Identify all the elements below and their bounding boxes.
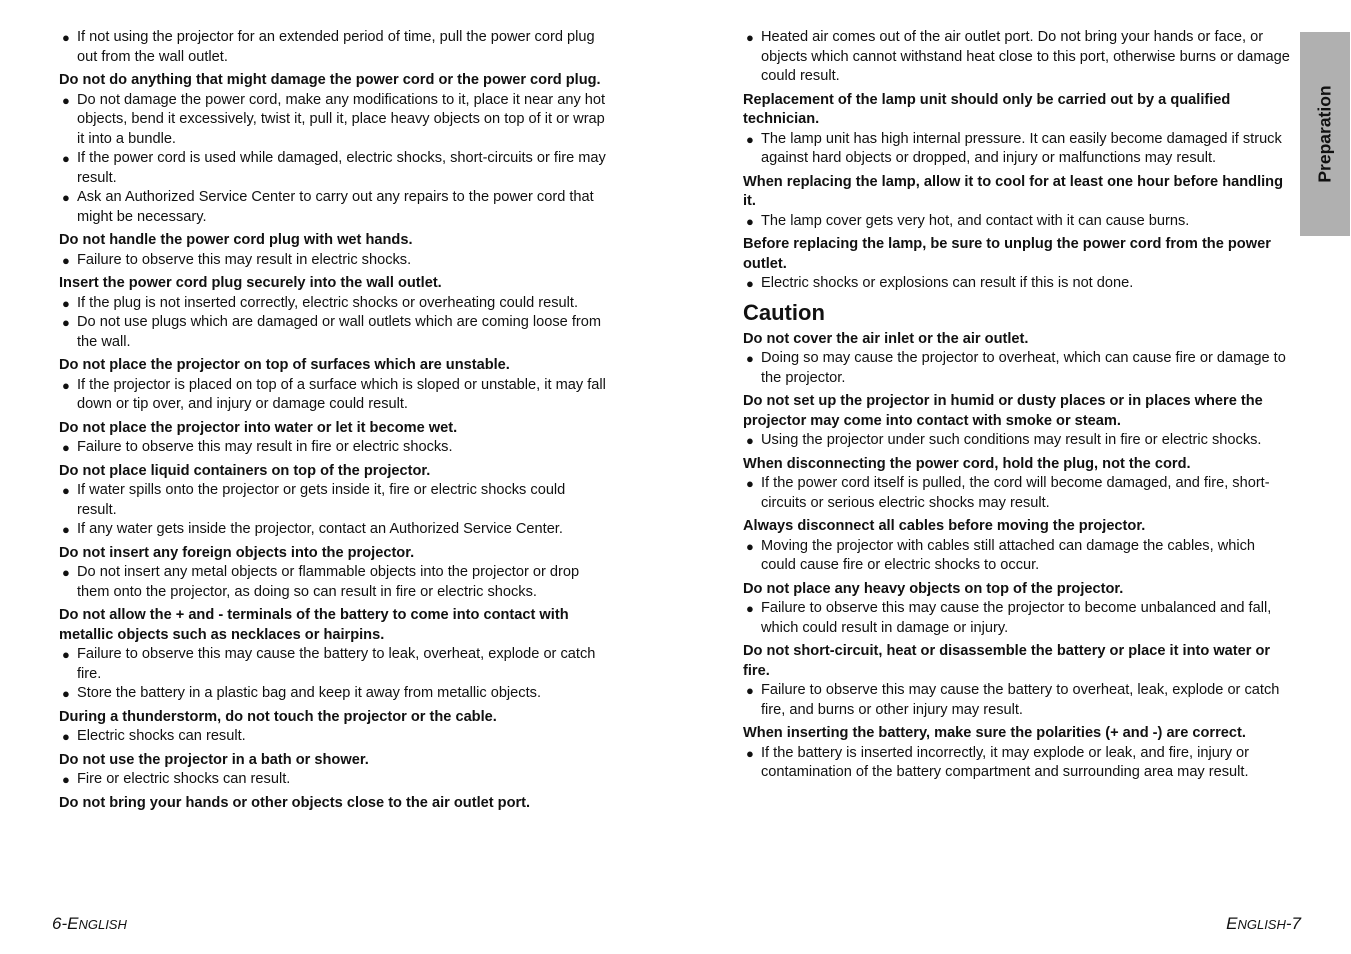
bullet-text: Doing so may cause the projector to overheat, which can cause fire or damage to the projector. [761,350,1286,386]
warning-heading: Do not place liquid containers on top of the projector. [59,462,431,479]
section-tab-label: Preparation [1314,85,1335,183]
bullet-item [59,376,609,415]
section-tab [1300,32,1350,236]
footer-language-rest: NGLISH [78,917,127,932]
warning-heading: Before replacing the lamp, be sure to unplug the power cord from the power outlet. [743,236,1271,272]
bullet-dot-icon: ● [746,601,754,616]
bullet-item [59,684,609,704]
page-number-right [1226,914,1301,934]
bullet-dot-icon: ● [62,295,70,311]
bullet-text: Fire or electric shocks can result. [77,771,291,787]
bullet-text: If the battery is inserted incorrectly, it may explode or leak, and fire, injury or contamination of the battery compartment and surrounding area may result. [761,744,1250,780]
bullet-dot-icon: ● [62,483,70,498]
bullet-item [59,188,609,227]
bullet-text: Moving the projector with cables still attached can damage the cables, which could cause fire or electric shocks to occur. [761,537,1256,573]
bullet-dot-icon: ● [62,92,70,108]
warning-heading: Do not do anything that might damage the power cord or the power cord plug. [59,72,601,88]
warning-heading: Do not allow the + and - terminals of the battery to come into contact with metallic objects such as necklaces or hairpins. [59,607,569,643]
page-number-left [52,914,127,934]
warning-heading: Do not use the projector in a bath or shower. [59,751,369,768]
bullet-dot-icon: ● [62,647,70,662]
bullet-text: The lamp cover gets very hot, and contact with it can cause burns. [761,212,1190,229]
bullet-text: If the power cord is used while damaged, electric shocks, short-circuits or fire may result. [77,150,606,186]
bullet-item [59,91,609,150]
bullet-text: If water spills onto the projector or gets inside it, fire or electric shocks could result. [77,482,566,518]
bullet-dot-icon: ● [62,729,70,744]
bullet-text: If any water gets inside the projector, contact an Authorized Service Center. [77,521,563,537]
warning-heading: When inserting the battery, make sure the polarities (+ and -) are correct. [743,725,1246,741]
bullet-item [59,645,609,684]
bullet-dot-icon: ● [62,565,70,580]
bullet-item [743,599,1293,638]
warning-heading: Do not place any heavy objects on top of the projector. [743,580,1124,597]
bullet-item [743,212,1293,232]
bullet-item [59,770,609,790]
bullet-dot-icon: ● [62,686,70,701]
bullet-text: Do not use plugs which are damaged or wall outlets which are coming loose from the wall. [77,314,602,350]
bullet-text: Heated air comes out of the air outlet port. Do not bring your hands or face, or objects which cannot withstand heat close to this port, otherwise burns or damage could result. [761,29,1290,84]
bullet-dot-icon: ● [746,30,754,45]
right-column [743,28,1293,783]
bullet-text: Failure to observe this may result in fire or electric shocks. [77,439,453,455]
bullet-item [743,537,1293,576]
warning-heading: Replacement of the lamp unit should only be carried out by a qualified technician. [743,91,1231,127]
page-number: 6- [52,914,68,933]
bullet-dot-icon: ● [746,131,754,147]
bullet-dot-icon: ● [746,745,754,761]
bullet-item [59,481,609,520]
bullet-item [59,251,609,271]
bullet-item [743,28,1293,87]
bullet-item [59,520,609,540]
bullet-item [59,313,609,352]
bullet-dot-icon: ● [62,440,70,455]
bullet-text: If the power cord itself is pulled, the cord will become damaged, and fire, short-circuits or serious electric shocks may result. [761,475,1270,511]
bullet-dot-icon: ● [62,522,70,537]
warning-heading: Do not insert any foreign objects into the projector. [59,544,415,561]
bullet-text: Using the projector under such conditions may result in fire or electric shocks. [761,432,1262,448]
bullet-text: Do not insert any metal objects or flammable objects into the projector or drop them onto the projector, as doing so can result in fire or electric shocks. [77,564,580,600]
bullet-dot-icon: ● [62,252,70,268]
bullet-text: Store the battery in a plastic bag and keep it away from metallic objects. [77,685,541,701]
bullet-dot-icon: ● [746,538,754,554]
bullet-text: Failure to observe this may cause the battery to leak, overheat, explode or catch fire. [77,646,596,682]
bullet-text: If the projector is placed on top of a surface which is sloped or unstable, it may fall down or tip over, and injury or damage could result. [77,376,606,412]
bullet-dot-icon: ● [746,276,754,291]
bullet-text: If the plug is not inserted correctly, electric shocks or overheating could result. [77,294,579,311]
warning-heading: Do not cover the air inlet or the air outlet. [743,330,1029,347]
section-title: Caution [743,299,825,325]
bullet-dot-icon: ● [62,772,70,787]
bullet-dot-icon: ● [746,213,754,229]
bullet-item [59,438,609,458]
bullet-dot-icon: ● [746,683,754,698]
warning-heading: Do not handle the power cord plug with wet hands. [59,232,413,248]
bullet-text: Electric shocks can result. [77,728,246,744]
bullet-item [743,349,1293,388]
warning-heading: Do not place the projector into water or let it become wet. [59,419,458,436]
warning-heading: Do not place the projector on top of surfaces which are unstable. [59,357,510,373]
bullet-dot-icon: ● [62,315,70,330]
warning-heading: Do not set up the projector in humid or dusty places or in places where the projector may come into contact with smoke or steam. [743,393,1263,429]
bullet-dot-icon: ● [746,433,754,448]
bullet-item [59,28,609,67]
warning-heading: When replacing the lamp, allow it to cool for at least one hour before handling it. [743,173,1284,209]
bullet-item [59,727,609,747]
warning-heading: Insert the power cord plug securely into the wall outlet. [59,275,442,291]
warning-heading: Always disconnect all cables before moving the projector. [743,518,1146,534]
bullet-item [59,563,609,602]
bullet-text: The lamp unit has high internal pressure. It can easily become damaged if struck against hard objects or dropped, and injury or malfunctions may result. [761,130,1282,166]
bullet-item [59,149,609,188]
bullet-text: Failure to observe this may cause the projector to become unbalanced and fall, which could result in damage or injury. [761,600,1272,636]
bullet-text: Failure to observe this may result in electric shocks. [77,251,412,268]
page-number: -7 [1285,914,1301,933]
bullet-dot-icon: ● [62,377,70,393]
footer-language-rest: NGLISH [1237,917,1286,932]
bullet-text: Electric shocks or explosions can result if this is not done. [761,275,1134,291]
bullet-item [743,474,1293,513]
bullet-dot-icon: ● [62,190,70,205]
bullet-text: Ask an Authorized Service Center to carry out any repairs to the power cord that might be necessary. [77,189,594,225]
bullet-text: If not using the projector for an extended period of time, pull the power cord plug out from the wall outlet. [77,29,595,65]
warning-heading: Do not short-circuit, heat or disassemble the battery or place it into water or fire. [743,643,1271,679]
bullet-item [743,431,1293,451]
warning-heading: Do not bring your hands or other objects close to the air outlet port. [59,794,531,811]
bullet-item [743,681,1293,720]
warning-heading: When disconnecting the power cord, hold the plug, not the cord. [743,455,1191,472]
bullet-item [59,294,609,314]
bullet-text: Failure to observe this may cause the battery to overheat, leak, explode or catch fire, and burns or other injury may result. [761,682,1280,718]
bullet-dot-icon: ● [746,351,754,366]
footer-language-initial: E [1226,914,1238,933]
bullet-item [743,274,1293,294]
warning-heading: During a thunderstorm, do not touch the projector or the cable. [59,708,497,725]
bullet-dot-icon: ● [62,151,70,166]
bullet-item [743,130,1293,169]
bullet-dot-icon: ● [62,30,70,45]
bullet-item [743,744,1293,783]
bullet-text: Do not damage the power cord, make any modifications to it, place it near any hot objects, bend it excessively, twist it, pull it, place heavy objects on top of it or wrap it into a bundle. [77,91,606,147]
bullet-dot-icon: ● [746,476,754,491]
left-column [59,28,609,813]
footer-language-initial: E [67,914,79,933]
